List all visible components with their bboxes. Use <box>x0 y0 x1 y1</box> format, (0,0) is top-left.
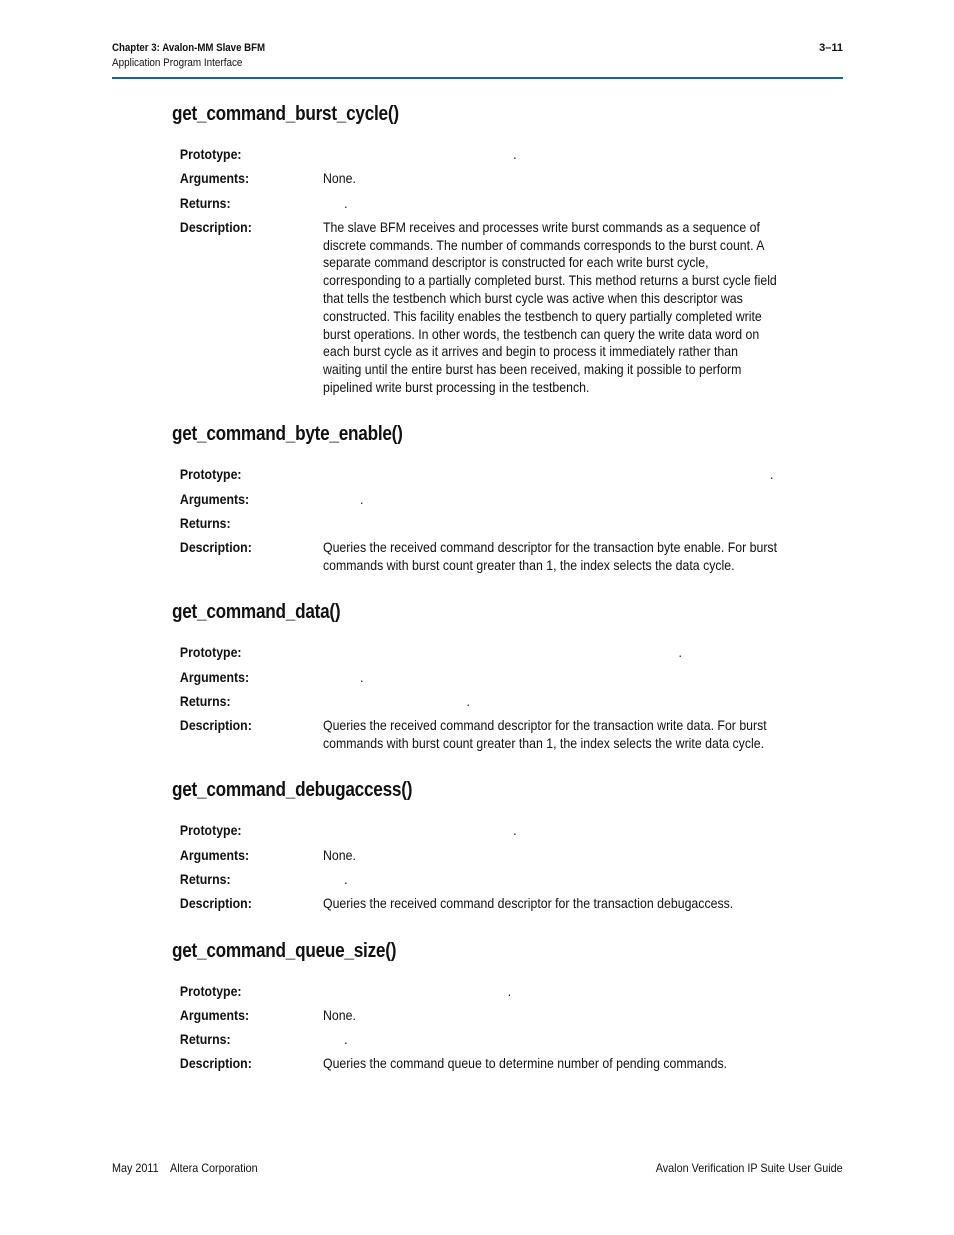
prototype-value: . <box>678 644 682 661</box>
field-value <box>323 983 780 1001</box>
field-label: Arguments: <box>179 846 250 863</box>
returns-row <box>172 871 842 889</box>
header-rule <box>112 77 843 79</box>
page-footer <box>112 1161 843 1175</box>
prototype-row <box>172 822 842 840</box>
field-value <box>323 871 780 889</box>
field-label: Returns: <box>179 514 231 531</box>
field-value <box>323 644 780 662</box>
prototype-value: . <box>770 466 774 483</box>
page-header <box>112 42 843 69</box>
chapter-title: Chapter 3: Avalon-MM Slave BFM <box>112 42 266 54</box>
description-value: Queries the received command descriptor for the transaction byte enable. For burst commands with burst count greater than 1, the index selects the data cycle. <box>323 539 778 574</box>
description-row <box>172 539 842 575</box>
arguments-row <box>172 170 842 188</box>
arguments-row <box>172 491 842 509</box>
page-number: 3–11 <box>819 42 843 54</box>
field-label: Prototype: <box>179 466 242 483</box>
section-title: get_command_burst_cycle() <box>172 103 399 125</box>
description-row <box>172 219 842 397</box>
field-label: Arguments: <box>179 668 250 685</box>
returns-row <box>172 195 842 213</box>
field-label: Returns: <box>179 1031 231 1048</box>
field-label: Prototype: <box>179 146 242 162</box>
description-row <box>172 895 842 913</box>
prototype-value: . <box>513 146 517 162</box>
field-label: Prototype: <box>179 644 242 661</box>
returns-row <box>172 515 842 533</box>
description-row <box>172 1055 842 1073</box>
description-row <box>172 717 842 753</box>
field-label: Returns: <box>179 692 231 709</box>
field-value <box>323 195 780 213</box>
field-label: Arguments: <box>179 1006 250 1023</box>
returns-row <box>172 693 842 711</box>
field-label: Prototype: <box>179 822 242 839</box>
arguments-row <box>172 847 842 865</box>
section-name: Application Program Interface <box>112 57 243 69</box>
prototype-row <box>172 644 842 662</box>
arguments-value: None. <box>323 170 356 187</box>
arguments-value: None. <box>323 846 356 863</box>
section-title: get_command_data() <box>172 601 341 624</box>
arguments-row <box>172 1007 842 1025</box>
field-value <box>323 1031 780 1049</box>
field-label: Returns: <box>179 194 231 211</box>
field-value <box>323 466 780 484</box>
field-label: Returns: <box>179 870 231 887</box>
field-label: Prototype: <box>179 982 242 999</box>
api-section-command-data <box>172 601 842 752</box>
api-section-burst-cycle <box>172 103 842 397</box>
field-label: Description: <box>179 895 252 912</box>
field-label: Description: <box>179 1055 252 1072</box>
prototype-row <box>172 466 842 484</box>
prototype-row <box>172 146 842 164</box>
field-value <box>323 146 780 164</box>
page-content <box>172 103 842 1080</box>
footer-guide-title: Avalon Verification IP Suite User Guide <box>656 1161 843 1175</box>
returns-value: . <box>344 194 348 211</box>
field-label: Arguments: <box>179 170 250 187</box>
field-value <box>323 491 780 509</box>
returns-row <box>172 1031 842 1049</box>
returns-value: . <box>344 870 348 887</box>
prototype-value: . <box>507 982 512 999</box>
description-value: Queries the received command descriptor for the transaction write data. For burst commands with burst count greater than 1, the index selects the write data cycle. <box>323 717 767 752</box>
api-section-byte-enable <box>172 423 842 574</box>
returns-value: . <box>344 1031 348 1048</box>
field-label: Arguments: <box>179 490 250 507</box>
prototype-value: . <box>513 822 517 839</box>
field-label: Description: <box>179 218 252 235</box>
description-value: Queries the command queue to determine number of pending commands. <box>323 1055 728 1072</box>
field-value <box>323 693 780 711</box>
arguments-value: . <box>359 490 364 507</box>
arguments-value: . <box>359 668 364 685</box>
prototype-row <box>172 983 842 1001</box>
field-value <box>323 669 780 687</box>
section-title: get_command_byte_enable() <box>172 423 403 446</box>
returns-value: . <box>466 692 470 709</box>
api-section-queue-size <box>172 940 842 1074</box>
section-title: get_command_debugaccess() <box>172 779 413 802</box>
arguments-row <box>172 669 842 687</box>
field-label: Description: <box>179 539 252 556</box>
field-label: Description: <box>179 717 252 734</box>
returns-value <box>323 515 780 533</box>
description-value: Queries the received command descriptor for the transaction debugaccess. <box>323 895 734 912</box>
api-section-debugaccess <box>172 779 842 913</box>
field-value <box>323 822 780 840</box>
arguments-value: None. <box>323 1006 356 1023</box>
footer-date-company: May 2011 Altera Corporation <box>112 1161 258 1175</box>
description-value: The slave BFM receives and processes write burst commands as a sequence of discrete commands. The number of commands corresponds to the burst count. A separate command descriptor is constructed for each write burst cycle, corresponding to a partially completed burst. This method returns a burst cycle field that tells the testbench which burst cycle was active when this descriptor was constructed. This facility enables the testbench to query partially completed write burst operations. In other words, the testbench can query the write data word on each burst cycle as it arrives and begin to process it immediately rather than waiting until the entire burst has been received, making it possible to perform pipelined write burst processing in the testbench. <box>323 218 777 396</box>
section-title: get_command_queue_size() <box>172 939 397 962</box>
